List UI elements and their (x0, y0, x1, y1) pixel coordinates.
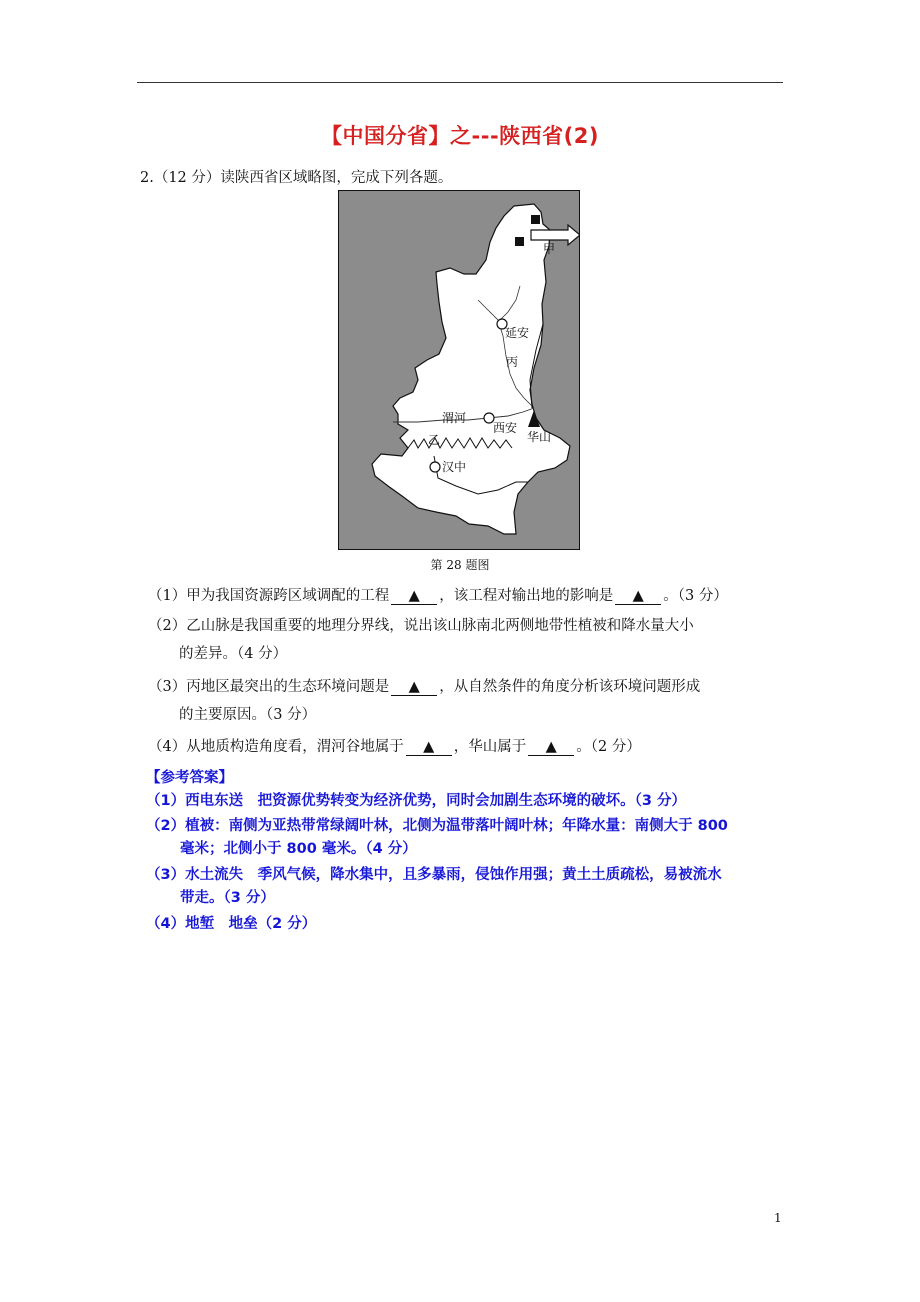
answer-blank: ▲ (406, 739, 452, 756)
mine-square-1 (531, 215, 540, 224)
label-yi: 乙 (428, 433, 441, 447)
label-hanzhong: 汉中 (442, 460, 467, 474)
question-part-4: （4）从地质构造角度看，渭河谷地属于 ▲ ，华山属于 ▲ 。（2 分） (148, 739, 641, 755)
answer-blank: ▲ (391, 679, 437, 696)
label-bing: 丙 (506, 355, 519, 369)
question-part-1: （1）甲为我国资源跨区域调配的工程 ▲ ，该工程对输出地的影响是 ▲ 。（3 分） (148, 588, 728, 604)
answer-blank: ▲ (528, 739, 574, 756)
answer-blank: ▲ (615, 588, 661, 605)
answer-blank: ▲ (391, 588, 437, 605)
label-xian: 西安 (493, 421, 518, 435)
question-part-3: （3）丙地区最突出的生态环境问题是 ▲ ，从自然条件的角度分析该环境问题形成 的主要原因。（3 分） (148, 679, 701, 723)
answer-3: （3）水土流失 季风气候，降水集中，且多暴雨，侵蚀作用强；黄土土质疏松，易被流水 带走。（3 分） (146, 867, 722, 906)
answer-4: （4）地堑 地垒（2 分） (146, 916, 317, 932)
question-intro: 2.（12 分）读陕西省区域略图，完成下列各题。 (140, 170, 453, 186)
page-number: 1 (774, 1211, 782, 1225)
figure-caption: 第 28 题图 (430, 558, 490, 572)
question-part-2: （2）乙山脉是我国重要的地理分界线，说出该山脉南北两侧地带性植被和降水量大小 的差异。（4 分） (148, 618, 694, 662)
header-rule (137, 82, 783, 83)
shaanxi-map (338, 190, 580, 550)
hanzhong-city-marker (430, 462, 440, 472)
answer-heading: 【参考答案】 (146, 770, 233, 786)
answer-2: （2）植被：南侧为亚热带常绿阔叶林，北侧为温带落叶阔叶林；年降水量：南侧大于 800 毫米；北侧小于 800 毫米。（4 分） (146, 818, 728, 857)
page-title: 【中国分省】之---陕西省(2) (321, 124, 599, 148)
label-weihe: 渭河 (442, 411, 467, 425)
answer-1: （1）西电东送 把资源优势转变为经济优势，同时会加剧生态环境的破坏。（3 分） (146, 793, 686, 809)
label-yanan: 延安 (505, 326, 530, 340)
label-jia: 甲 (543, 242, 556, 256)
label-huashan: 华山 (527, 430, 552, 444)
mine-square-2 (515, 237, 524, 246)
